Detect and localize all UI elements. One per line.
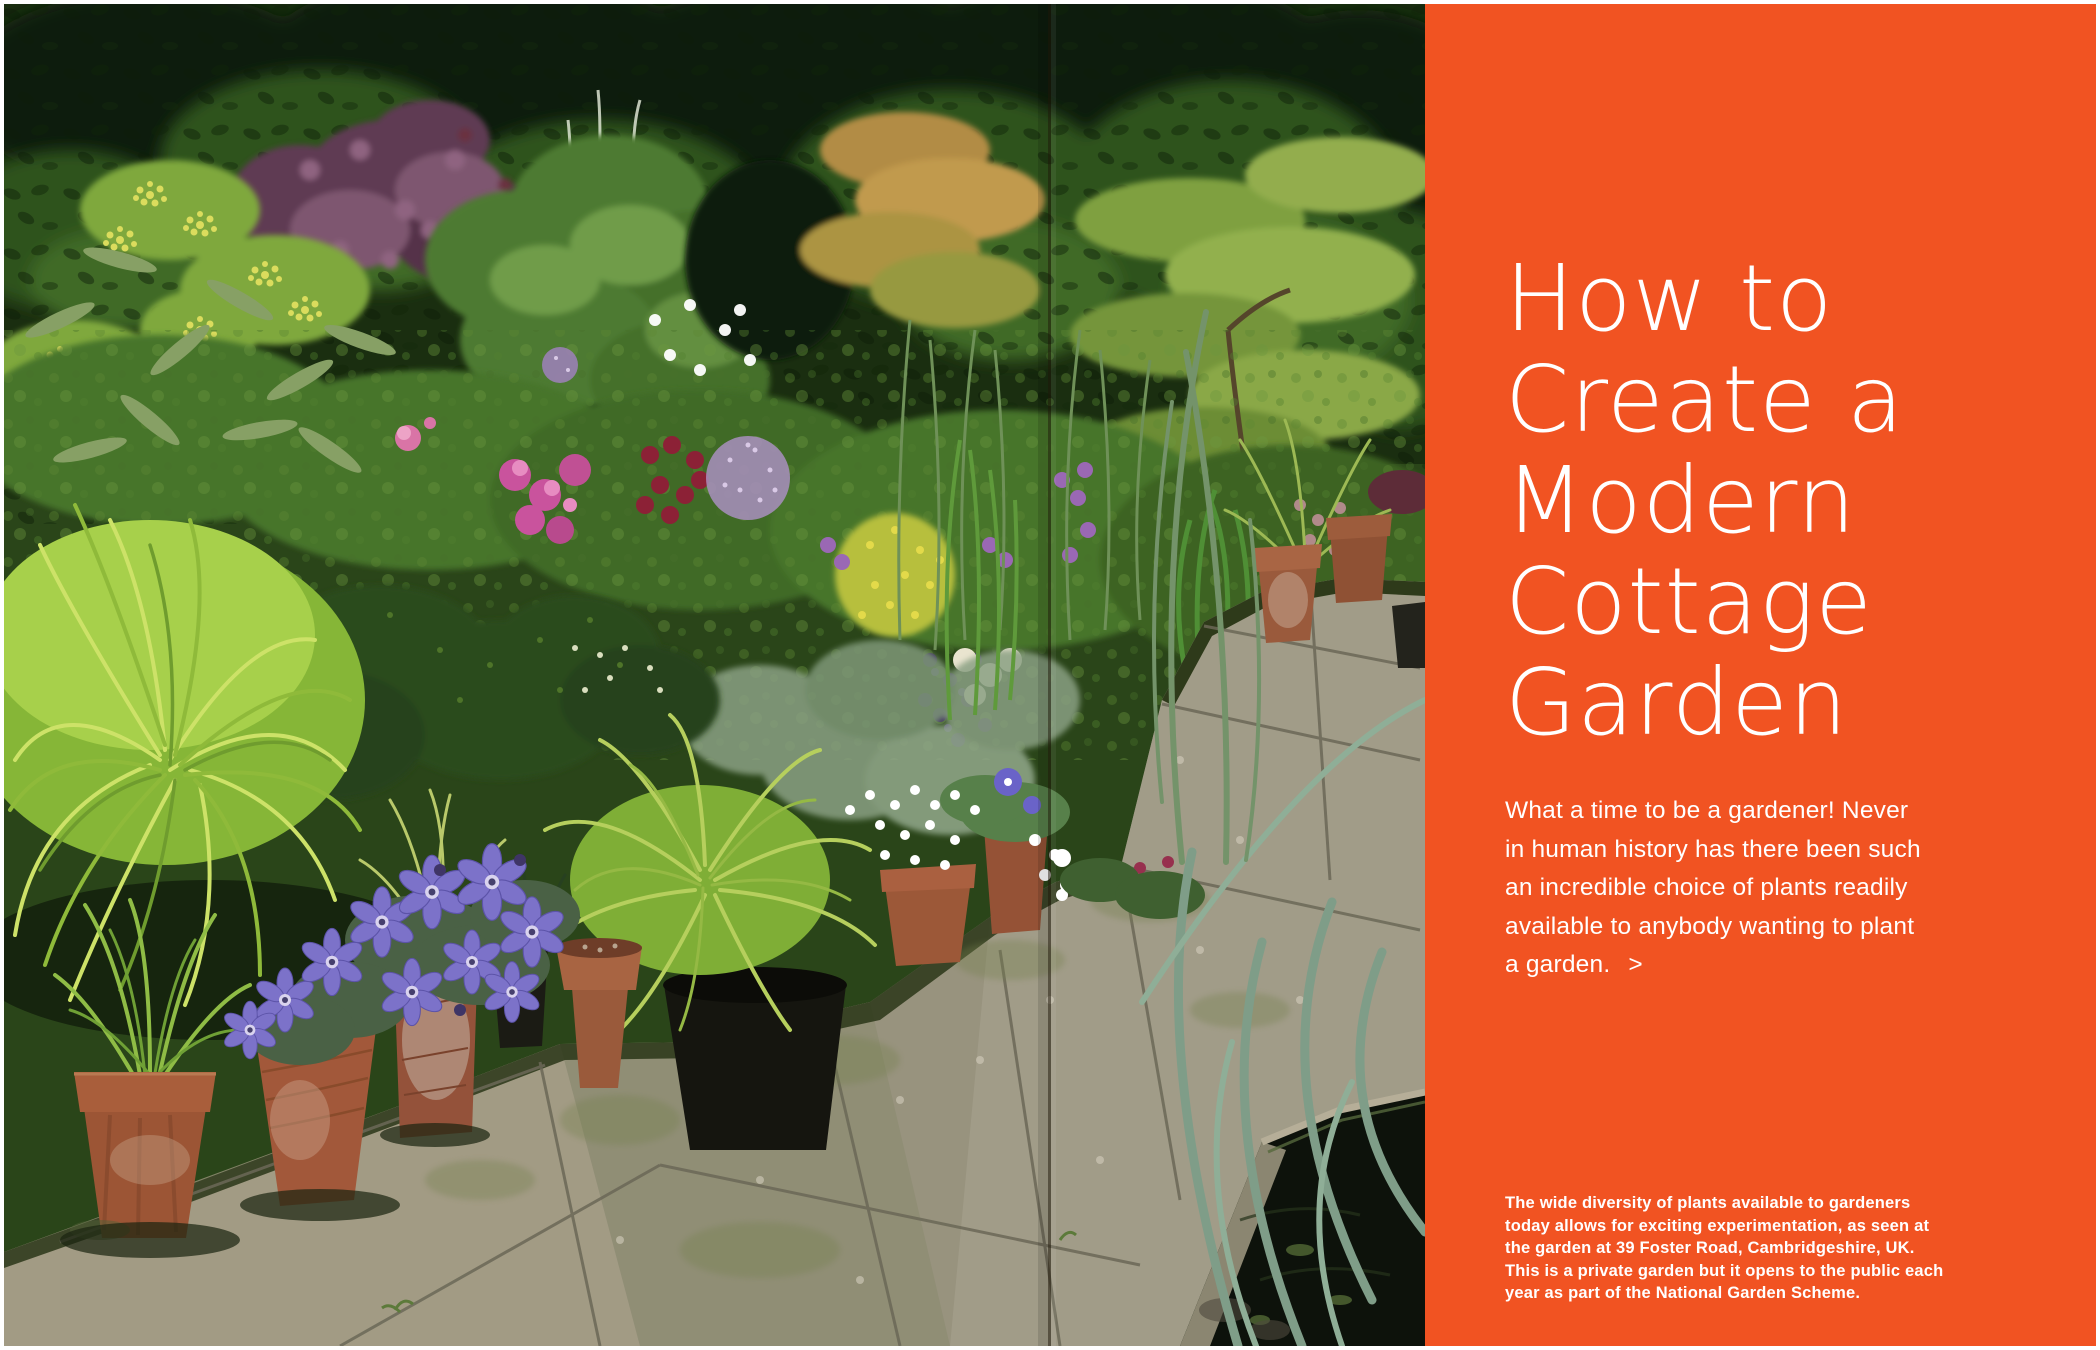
page-fold-line xyxy=(1038,4,1056,1346)
intro-paragraph xyxy=(1505,792,1921,985)
intro-line-last xyxy=(1505,946,1921,985)
chapter-title-line: How to xyxy=(1505,245,1834,352)
intro-line: an incredible choice of plants readily xyxy=(1505,874,1908,902)
chapter-title-line: Garden xyxy=(1505,649,1849,756)
intro-line: in human history has there been such xyxy=(1505,835,1921,863)
caption-line: today allows for exciting experimentation, as seen at xyxy=(1505,1216,1930,1235)
caption-line: the garden at 39 Foster Road, Cambridgeshire, UK. xyxy=(1505,1239,1915,1258)
intro-line: available to anybody wanting to plant xyxy=(1505,912,1915,940)
chapter-title xyxy=(1505,245,1905,756)
intro-line: a garden. xyxy=(1505,951,1611,979)
intro-line: What a time to be a gardener! Never xyxy=(1505,797,1909,824)
chapter-opener-panel xyxy=(1425,4,2096,1346)
continue-arrow: > xyxy=(1628,951,1643,979)
photo-caption xyxy=(1505,1192,1943,1305)
caption-line: year as part of the National Garden Scheme. xyxy=(1505,1284,1861,1303)
caption-line: The wide diversity of plants available to gardeners xyxy=(1505,1194,1911,1212)
caption-line: This is a private garden but it opens to the public each xyxy=(1505,1261,1944,1280)
chapter-title-line: Create a xyxy=(1505,346,1905,453)
garden-photo-illustration xyxy=(4,4,1425,1346)
chapter-title-line: Modern xyxy=(1505,447,1857,554)
chapter-title-line: Cottage xyxy=(1505,548,1873,655)
garden-photo xyxy=(4,4,1425,1346)
